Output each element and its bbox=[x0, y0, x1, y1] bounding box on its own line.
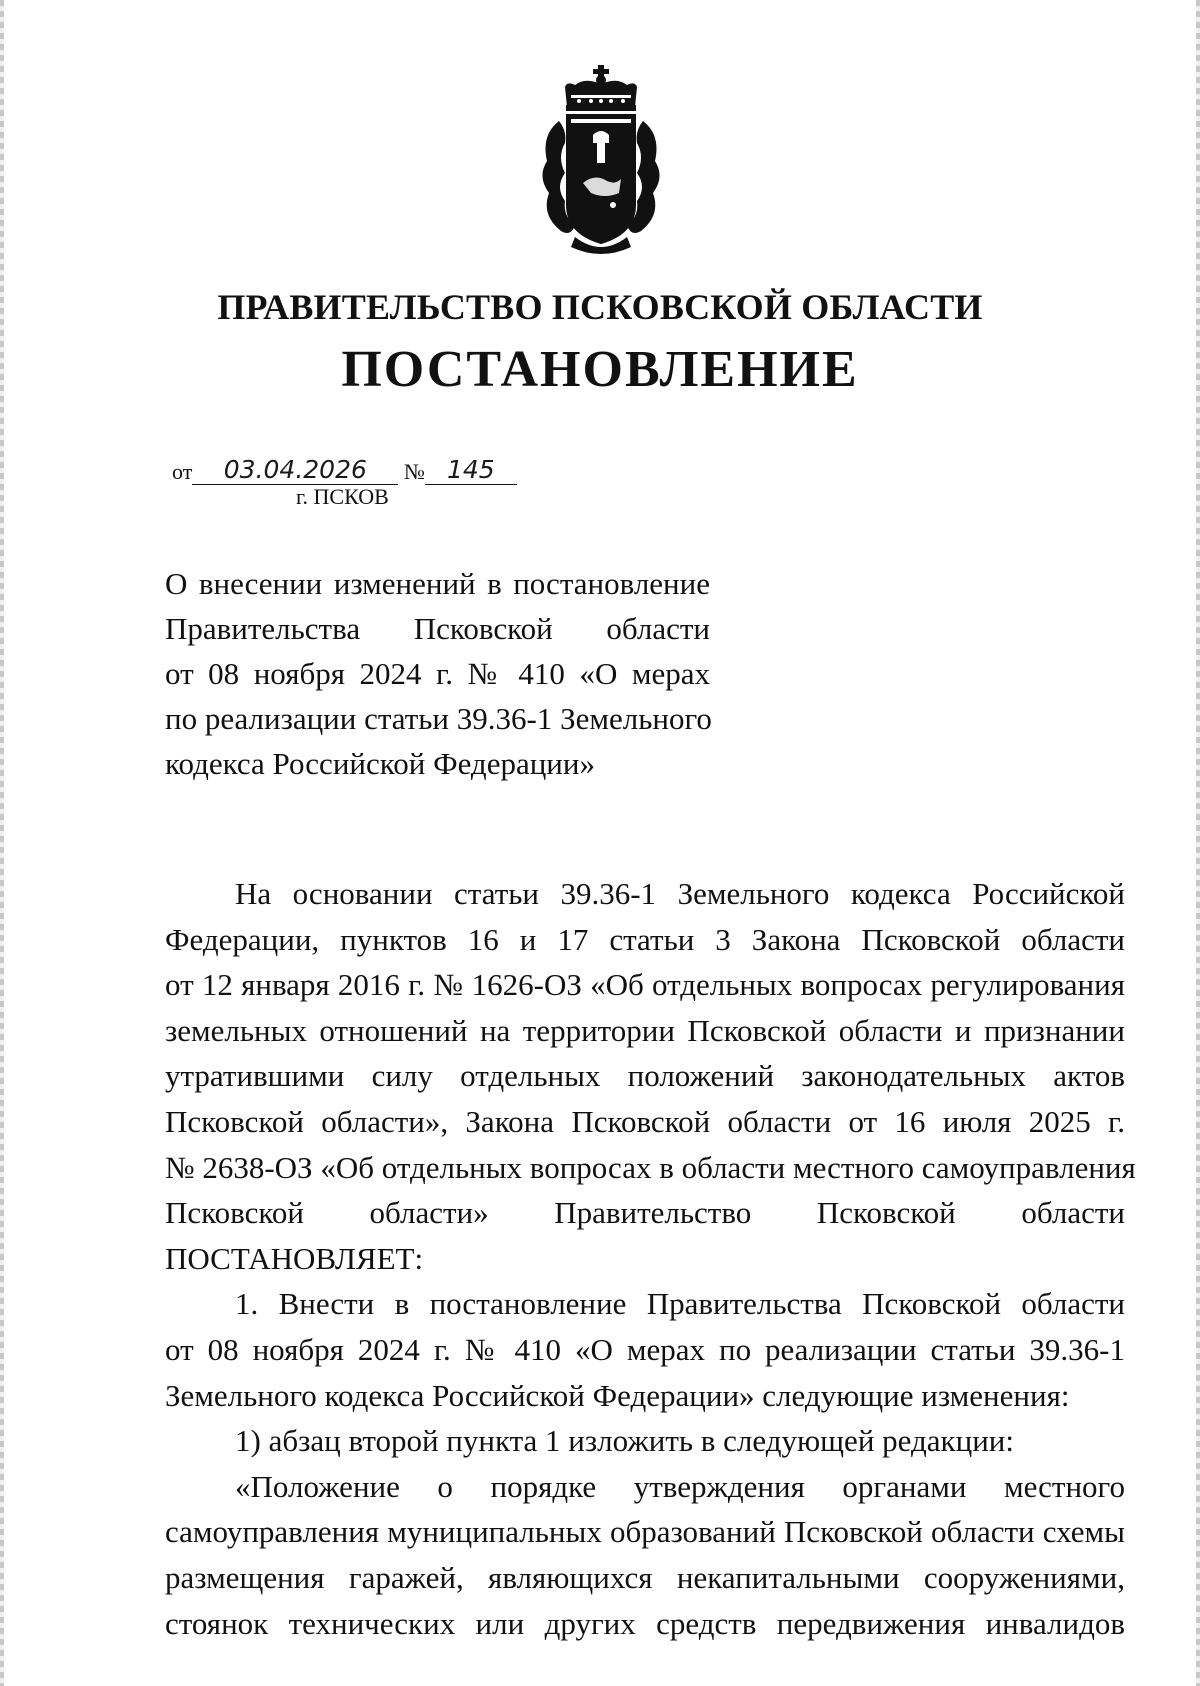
body-line: утратившими силу отдельных положений законодательных актов bbox=[165, 1058, 1125, 1094]
number-prefix: № bbox=[403, 459, 425, 484]
scan-edge-right bbox=[1196, 0, 1200, 1686]
subject-line: по реализации статьи 39.36-1 Земельного bbox=[165, 701, 712, 736]
body-line: 1. Внести в постановление Правительства Псковской области bbox=[235, 1286, 1125, 1322]
body-line: № 2638-ОЗ «Об отдельных вопросах в области местного самоуправления bbox=[165, 1149, 1136, 1185]
body-line: самоуправления муниципальных образований Псковской области схемы bbox=[165, 1514, 1125, 1550]
body-line: ПОСТАНОВЛЯЕТ: bbox=[165, 1240, 424, 1276]
crown-icon bbox=[565, 65, 637, 111]
body-line: земельных отношений на территории Псковской области и признании bbox=[165, 1012, 1125, 1048]
body-line: На основании статьи 39.36-1 Земельного кодекса Российской bbox=[235, 876, 1125, 911]
document-meta bbox=[172, 455, 517, 485]
body-line: Федерации, пунктов 16 и 17 статьи 3 Закона Псковской области bbox=[165, 921, 1125, 957]
body-line: 1) абзац второй пункта 1 изложить в следующей редакции: bbox=[235, 1423, 1014, 1459]
body-line: от 08 ноября 2024 г. № 410 «О мерах по реализации статьи 39.36-1 bbox=[165, 1331, 1125, 1367]
document-subject bbox=[165, 561, 710, 786]
document-type-title: ПОСТАНОВЛЕНИЕ bbox=[341, 341, 859, 398]
subject-line: от 08 ноября 2024 г. № 410 «О мерах bbox=[165, 656, 710, 691]
body-line: «Положение о порядке утверждения органами местного bbox=[235, 1468, 1125, 1504]
body-line: Псковской области» Правительство Псковской области bbox=[165, 1195, 1125, 1231]
document-body bbox=[165, 871, 1136, 1646]
body-line: размещения гаражей, являющихся некапитальными сооружениями, bbox=[165, 1559, 1125, 1595]
date-value: 03.04.2026 bbox=[192, 458, 398, 485]
city-label: г. ПСКОВ bbox=[296, 484, 389, 509]
coat-of-arms-emblem bbox=[535, 65, 667, 257]
scan-edge-left bbox=[0, 0, 4, 1686]
body-line: стоянок технических или других средств передвижения инвалидов bbox=[165, 1605, 1125, 1641]
government-title: ПРАВИТЕЛЬСТВО ПСКОВСКОЙ ОБЛАСТИ bbox=[217, 287, 983, 327]
number-value: 145 bbox=[425, 458, 517, 485]
subject-line: О внесении изменений в постановление bbox=[165, 566, 710, 601]
body-line: Псковской области», Закона Псковской области от 16 июля 2025 г. bbox=[165, 1103, 1125, 1139]
subject-line: Правительства Псковской области bbox=[165, 611, 710, 646]
body-line: Земельного кодекса Российской Федерации» следующие изменения: bbox=[165, 1377, 1070, 1413]
date-prefix: от bbox=[172, 459, 193, 484]
subject-line: кодекса Российской Федерации» bbox=[165, 746, 595, 781]
body-line: от 12 января 2016 г. № 1626-ОЗ «Об отдельных вопросах регулирования bbox=[165, 967, 1125, 1003]
